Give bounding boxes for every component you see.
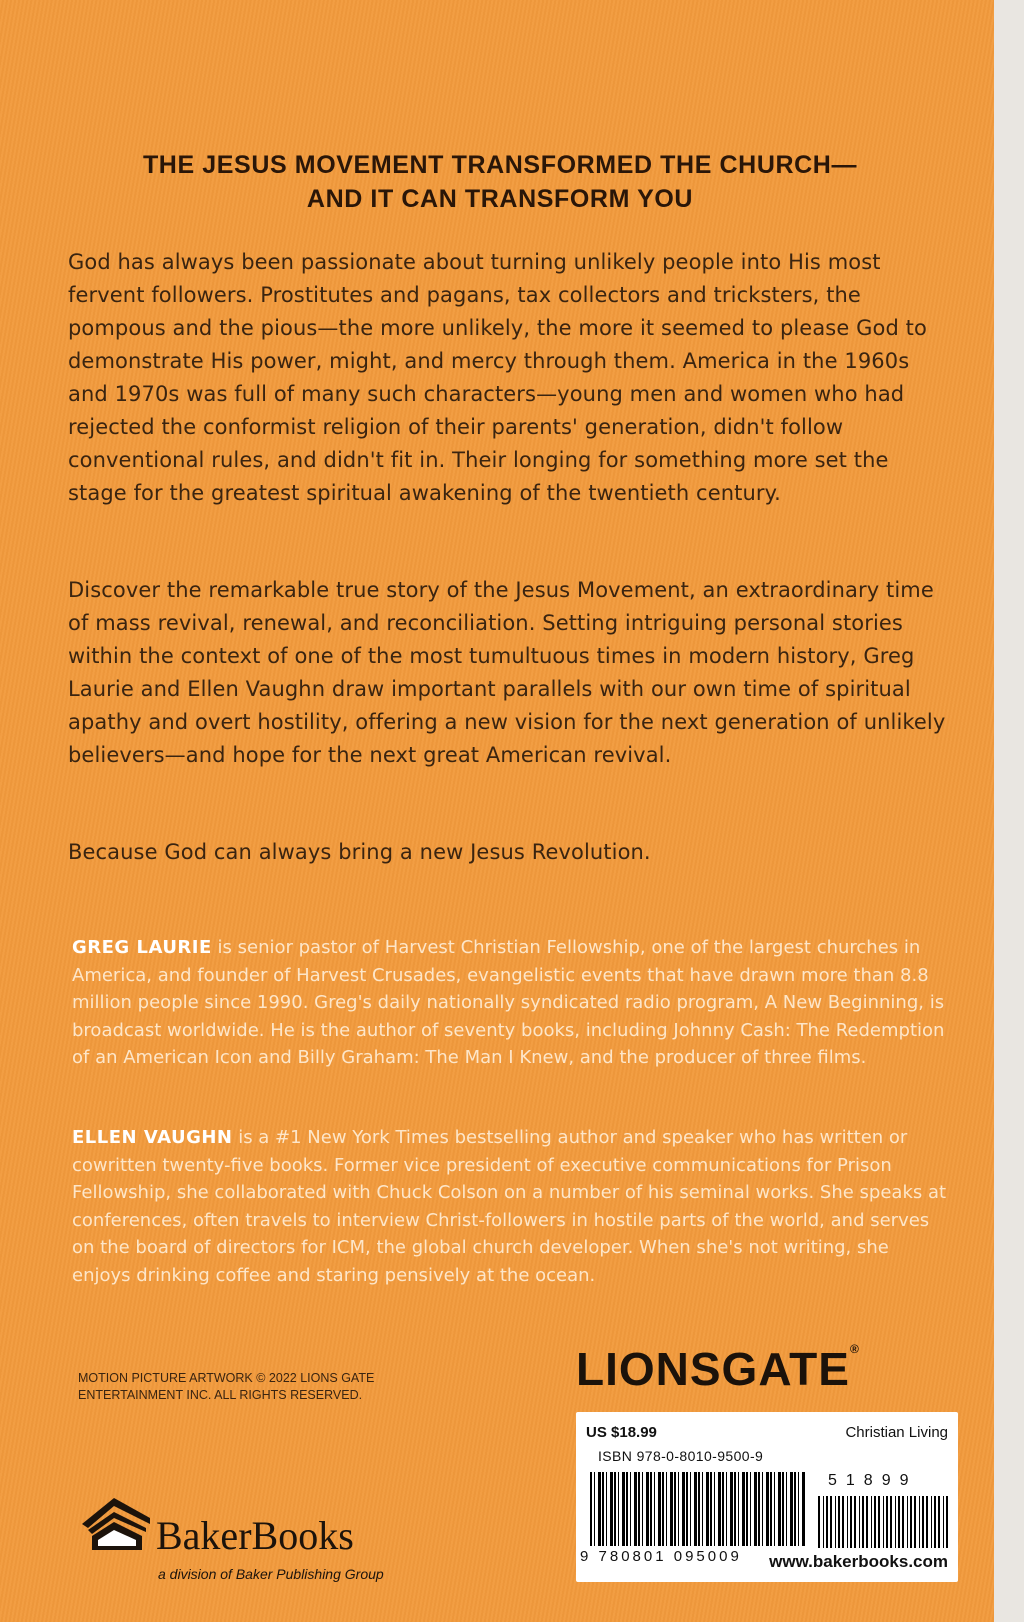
author-bio-greg-laurie: [72, 934, 952, 1072]
publisher-tagline: a division of Baker Publishing Group: [158, 1566, 384, 1582]
addon-barcode: [818, 1496, 948, 1548]
author-name: GREG LAURIE: [72, 937, 212, 958]
headline-line-1: THE JESUS MOVEMENT TRANSFORMED THE CHURCH—: [142, 151, 858, 179]
headline: [60, 148, 940, 216]
ean-barcode: [590, 1472, 806, 1546]
author-name: ELLEN VAUGHN: [72, 1127, 233, 1148]
ean-digits: 9 780801 095009: [580, 1548, 742, 1565]
lionsgate-logo: [576, 1342, 860, 1396]
lionsgate-wordmark: LIONSGATE: [576, 1343, 850, 1395]
category: Christian Living: [845, 1424, 948, 1441]
barcode-label: [576, 1412, 958, 1582]
publisher-website: www.bakerbooks.com: [769, 1552, 948, 1571]
publisher-name: BakerBooks: [156, 1513, 354, 1558]
isbn: ISBN 978-0-8010-9500-9: [598, 1448, 764, 1464]
registered-mark: ®: [849, 1342, 860, 1356]
house-book-icon: [78, 1494, 154, 1552]
price: US $18.99: [586, 1424, 657, 1441]
page-edge: [994, 0, 1024, 1622]
synopsis-paragraph-2: Discover the remarkable true story of the Jesus Movement, an extraordinary time of mass revival, renewal, and reconciliation. Setting intriguing personal stories within the context of one of the most tumultuous times in modern history, Greg Laurie and Ellen Vaughn draw important parallels with our own time of spiritual apathy and overt hostility, offering a new vision for the next generation of unlikely believers—and hope for the next great American revival.: [68, 578, 946, 767]
author-bio-text: is senior pastor of Harvest Christian Fellowship, one of the largest churches in America, and founder of Harvest Crusades, evangelistic events that have drawn more than 8.8 million people since 1990. Greg's daily nationally syndicated radio program, A New Beginning, is broadcast worldwide. He is the author of seventy books, including Johnny Cash: The Redemption of an American Icon and Billy Graham: The Man I Knew, and the producer of three films.: [72, 937, 945, 1068]
synopsis-paragraph-3: Because God can always bring a new Jesus Revolution.: [68, 840, 651, 864]
headline-line-2: AND IT CAN TRANSFORM YOU: [306, 185, 694, 213]
artwork-credit: MOTION PICTURE ARTWORK © 2022 LIONS GATE ENTERTAINMENT INC. ALL RIGHTS RESERVED.: [78, 1371, 375, 1402]
addon-digits: 51899: [828, 1472, 918, 1489]
author-bio-ellen-vaughn: [72, 1124, 952, 1289]
author-bio-text: is a #1 New York Times bestselling author and speaker who has written or cowritten twenty-five books. Former vice president of executive communications for Prison Fellowship, she collaborated with Chuck Colson on a number of his seminal works. She speaks at conferences, often travels to interview Christ-followers in hostile parts of the world, and serves on the board of directors for ICM, the global church developer. When she's not writing, she enjoys drinking coffee and staring pensively at the ocean.: [72, 1127, 947, 1286]
synopsis-paragraph-1: God has always been passionate about turning unlikely people into His most fervent followers. Prostitutes and pagans, tax collectors and tricksters, the pompous and the pious—the more unlikely, the more it seemed to please God to demonstrate His power, might, and mercy through them. America in the 1960s and 1970s was full of many such characters—young men and women who had rejected the conformist religion of their parents' generation, didn't follow conventional rules, and didn't fit in. Their longing for something more set the stage for the greatest spiritual awakening of the twentieth century.: [68, 250, 927, 505]
